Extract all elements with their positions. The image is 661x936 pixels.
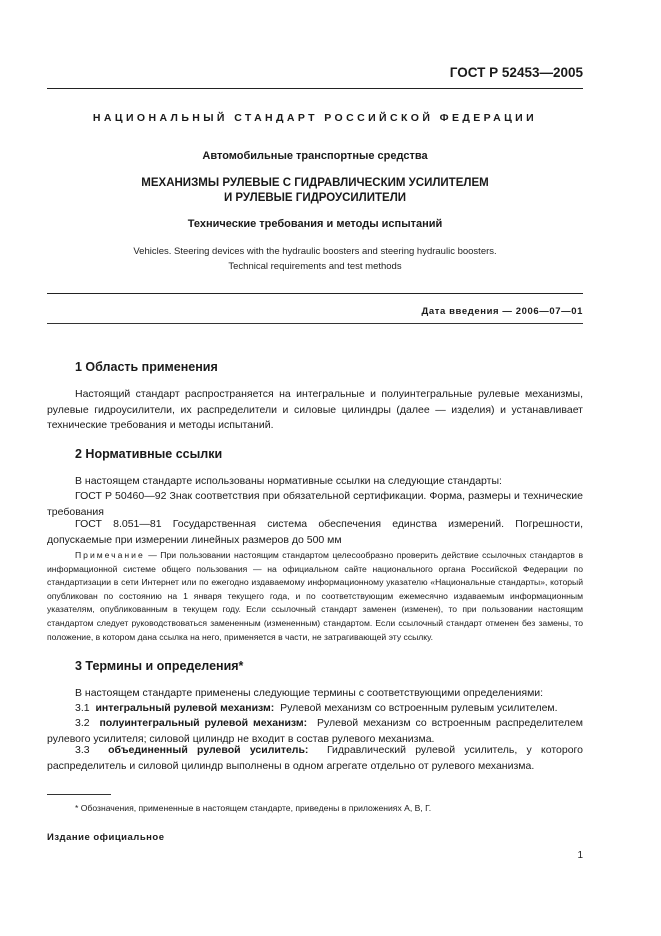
- header-rule: [47, 88, 583, 89]
- edition-label: Издание официальное: [47, 832, 165, 843]
- title-line-2: И РУЛЕВЫЕ ГИДРОУСИЛИТЕЛИ: [223, 192, 407, 204]
- section-1-heading: 1 Область применения: [75, 360, 218, 374]
- english-title: [47, 244, 583, 274]
- section-2-intro: В настоящем стандарте использованы нормативные ссылки на следующие стандарты:: [75, 475, 502, 487]
- document-code: ГОСТ Р 52453—2005: [449, 65, 583, 80]
- title-line-1: МЕХАНИЗМЫ РУЛЕВЫЕ С ГИДРАВЛИЧЕСКИМ УСИЛИТЕЛЕМ: [141, 177, 489, 189]
- reference-1: ГОСТ Р 50460—92 Знак соответствия при обязательной сертификации. Форма, размеры и технические требования: [47, 490, 583, 518]
- note-paragraph: [47, 549, 583, 644]
- section-1-text: Настоящий стандарт распространяется на интегральные и полуинтегральные рулевые механизмы, рулевые гидроусилители, их распределители и силовые цилиндры (далее — изделия) и устанавливает технические требования и методы испытаний.: [47, 388, 583, 431]
- page-number: 1: [577, 850, 583, 861]
- section-2-heading: 2 Нормативные ссылки: [75, 447, 223, 461]
- reference-2: ГОСТ 8.051—81 Государственная система обеспечения единства измерений. Погрешности, допускаемые при измерении линейных размеров до 500 мм: [47, 518, 583, 546]
- document-title: [47, 176, 583, 206]
- term-3-1: 3.1 интегральный рулевой механизм: Рулевой механизм со встроенным рулевым усилителем.: [75, 702, 558, 714]
- document-subtitle: Технические требования и методы испытаний: [187, 218, 443, 230]
- note-text: — При пользовании настоящим стандартом целесообразно проверить действие ссылочных стандартов в информационной системе общего пользования — на официальном сайте национального органа Российской Федерации по стандартизации в сети Интернет или по ежегодно издаваемому информационному указателю «Национальные стандарты», который опубликован по состоянию на 1 января текущего года, и по соответствующим ежемесячно издаваемым информационным указателям, опубликованным в текущем году. Если ссылочный стандарт заменен (изменен), то при пользовании настоящим стандартом следует руководствоваться замененным (измененным) стандартом. Если ссылочный стандарт отменен без замены, то положение, в котором дана ссылка на него, применяется в части, не затрагивающей эту ссылку.: [47, 550, 584, 642]
- section-3-heading: 3 Термины и определения*: [75, 659, 244, 673]
- date-rule: [47, 323, 583, 324]
- note-label: Примечание: [75, 550, 145, 560]
- term-3-2: 3.2 полуинтегральный рулевой механизм: Рулевой механизм со встроенным распределителем рулевого усилителя; силовой цилиндр не входит в состав рулевого механизма.: [47, 717, 583, 745]
- english-title-line-1: Vehicles. Steering devices with the hydraulic boosters and steering hydraulic boosters.: [133, 246, 497, 257]
- footnote: * Обозначения, примененные в настоящем стандарте, приведены в приложениях А, В, Г.: [75, 803, 432, 813]
- footnote-separator: [47, 794, 111, 795]
- introduction-date: Дата введения — 2006—07—01: [421, 306, 583, 317]
- section-3-intro: В настоящем стандарте применены следующие термины с соответствующими определениями:: [75, 687, 544, 699]
- english-title-line-2: Technical requirements and test methods: [228, 261, 402, 272]
- title-rule: [47, 293, 583, 294]
- national-standard-heading: НАЦИОНАЛЬНЫЙ СТАНДАРТ РОССИЙСКОЙ ФЕДЕРАЦИИ: [92, 112, 538, 124]
- term-3-3: 3.3 объединенный рулевой усилитель: Гидравлический рулевой усилитель, у которого распределитель и силовой цилиндр выполнены в одном агрегате отдельно от рулевого механизма.: [47, 744, 583, 772]
- subject-line: Автомобильные транспортные средства: [202, 150, 428, 162]
